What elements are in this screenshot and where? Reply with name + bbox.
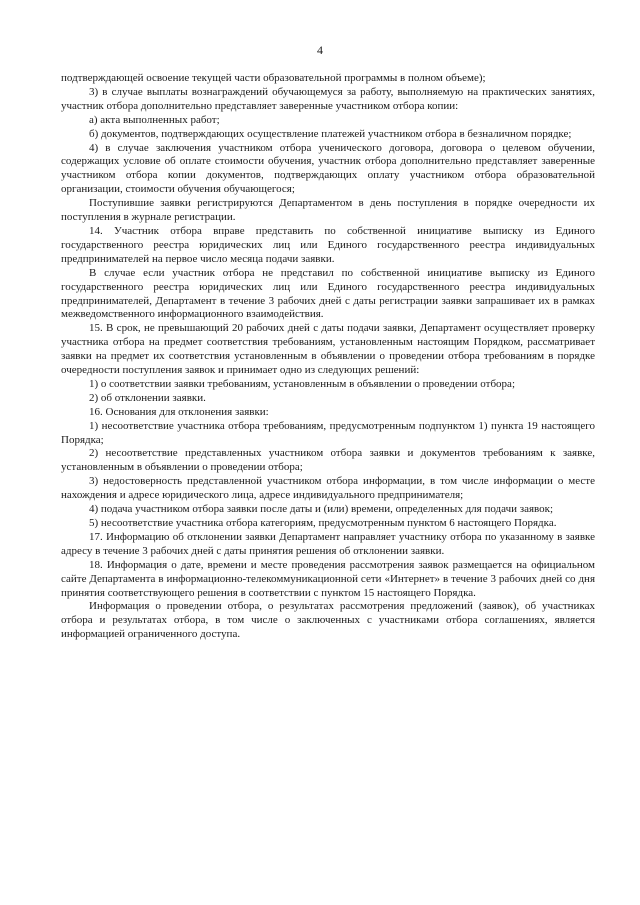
paragraph: 14. Участник отбора вправе представить по собственной инициативе выписку из Единого государственного реестра юридических лиц или Единого государственного реестра индивидуальных предпринимателей на первое число месяца подачи заявки.	[61, 224, 595, 265]
paragraph: 16. Основания для отклонения заявки:	[89, 405, 269, 418]
paragraph: 1) несоответствие участника отбора требованиям, предусмотренным подпунктом 1) пункта 19 настоящего Порядка;	[61, 419, 595, 446]
paragraph: а) акта выполненных работ;	[89, 113, 220, 126]
document-body	[61, 72, 595, 642]
paragraph: 4) в случае заключения участником отбора ученического договора, договора о целевом обучении, содержащих условие об оплате стоимости обучения, участник отбора дополнительно представляет заверенные участником отбора копии документов, подтверждающих оплату участником отбора образовательной организации, стоимости обучения обучающегося;	[61, 141, 595, 196]
page-number: 4	[317, 43, 323, 57]
paragraph: 5) несоответствие участника отбора категориям, предусмотренным пунктом 6 настоящего Порядка.	[89, 517, 557, 529]
paragraph: 3) недостоверность представленной участником отбора информации, в том числе информации о месте нахождения и адресе юридического лица, адресе индивидуального предпринимателя;	[61, 475, 595, 502]
paragraph: 1) о соответствии заявки требованиям, установленным в объявлении о проведении отбора;	[89, 377, 515, 390]
paragraph: Поступившие заявки регистрируются Департаментом в день поступления в порядке очередности их поступления в журнале регистрации.	[61, 197, 595, 224]
paragraph: 2) об отклонении заявки.	[89, 391, 206, 404]
paragraph: 3) в случае выплаты вознаграждений обучающемуся за работу, выполняемую на практических занятиях, участник отбора дополнительно представляет заверенные участником отбора копии:	[61, 85, 595, 112]
paragraph: 4) подача участником отбора заявки после даты и (или) времени, определенных для подачи заявок;	[89, 503, 554, 516]
paragraph: 2) несоответствие представленных участником отбора заявки и документов требованиям к заявке, установленным в объявлении о проведении отбора;	[61, 447, 595, 474]
paragraph: 18. Информация о дате, времени и месте проведения рассмотрения заявок размещается на официальном сайте Департамента в информационно-телекоммуникационной сети «Интернет» в течение 3 рабочих дней со дня принятия соответствующего решения в соответствии с пунктом 15 настоящего Порядка.	[61, 558, 595, 599]
paragraph: Информация о проведении отбора, о результатах рассмотрения предложений (заявок), об участниках отбора и результатах отбора, в том числе о заключенных с участниками отбора соглашениях, является информацией ограниченного доступа.	[61, 600, 595, 641]
paragraph: 17. Информацию об отклонении заявки Департамент направляет участнику отбора по указанному в заявке адресу в течение 3 рабочих дней с даты принятия решения об отклонении заявки.	[61, 530, 595, 557]
paragraph: 15. В срок, не превышающий 20 рабочих дней с даты подачи заявки, Департамент осуществляет проверку участника отбора на предмет соответствия требованиям, установленным настоящим Порядком, рассматривает заявки на предмет их соответствия установленным в объявлении о проведении отбора требованиям в порядке очередности поступления заявок и принимает одно из следующих решений:	[61, 322, 595, 377]
paragraph: б) документов, подтверждающих осуществление платежей участником отбора в безналичном порядке;	[89, 127, 572, 140]
paragraph: В случае если участник отбора не представил по собственной инициативе выписку из Единого государственного реестра юридических лиц или Единого государственного реестра индивидуальных предпринимателей, Департамент в течение 3 рабочих дней с даты регистрации заявки запрашивает их в рамках межведомственного информационного взаимодействия.	[61, 266, 595, 321]
paragraph: подтверждающей освоение текущей части образовательной программы в полном объеме);	[61, 72, 486, 84]
